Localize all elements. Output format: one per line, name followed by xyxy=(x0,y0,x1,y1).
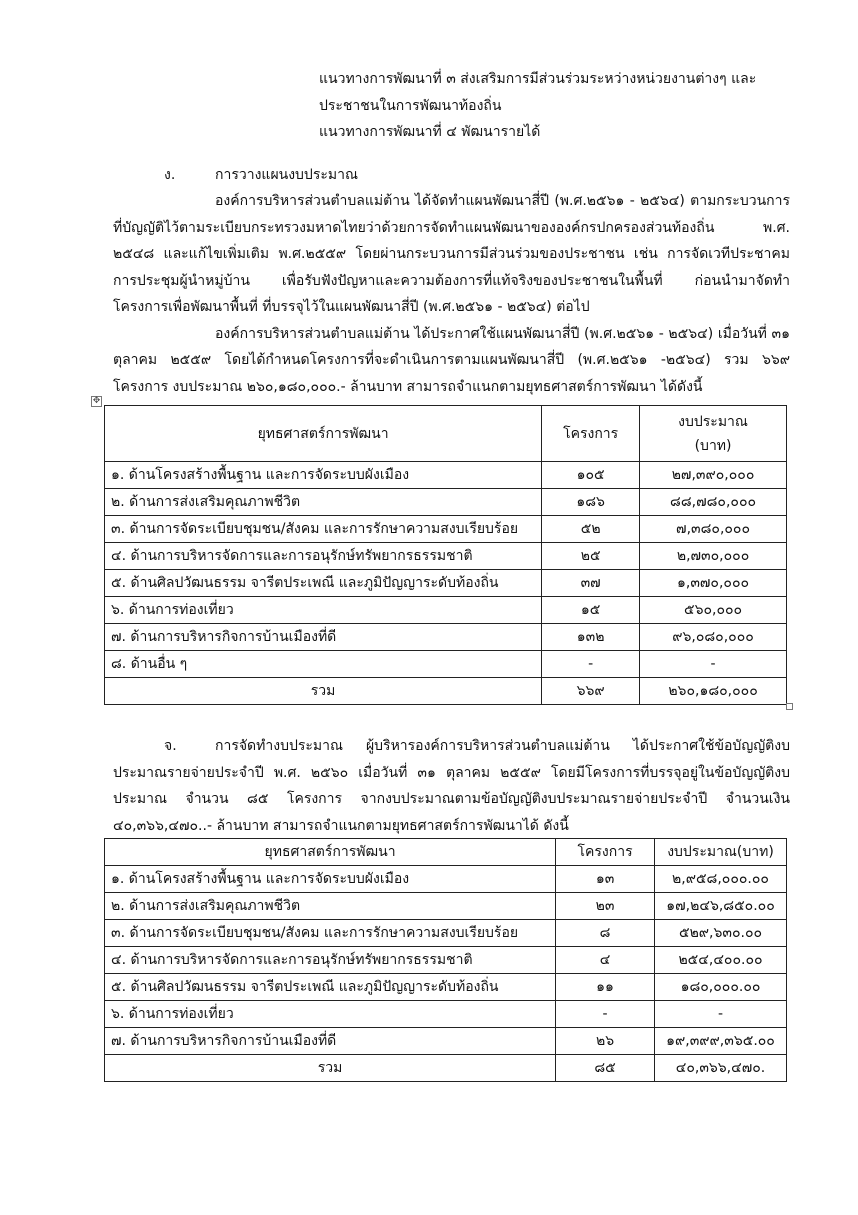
row-strategy: ๕. ด้านศิลปวัฒนธรรม จารีตประเพณี และภูมิปัญญาระดับท้องถิ่น xyxy=(105,974,556,1001)
row-strategy: ๗. ด้านการบริหารกิจการบ้านเมืองที่ดี xyxy=(105,624,542,651)
row-projects: ๓๗ xyxy=(542,570,640,597)
intro-line-1: แนวทางการพัฒนาที่ ๓ ส่งเสริมการมีส่วนร่วมระหว่างหน่วยงานต่างๆ และ xyxy=(319,71,757,87)
table-row xyxy=(105,489,787,516)
row-projects: ๑๓ xyxy=(556,866,655,893)
row-projects: ๑๕ xyxy=(542,597,640,624)
row-strategy: ๓. ด้านการจัดระเบียบชุมชน/สังคม และการรักษาความสงบเรียบร้อย xyxy=(105,920,556,947)
table-row xyxy=(105,947,787,974)
table-row xyxy=(105,462,787,489)
table-total-row xyxy=(105,1055,787,1082)
row-strategy: ๒. ด้านการส่งเสริมคุณภาพชีวิต xyxy=(105,893,556,920)
row-strategy: ๗. ด้านการบริหารกิจการบ้านเมืองที่ดี xyxy=(105,1028,556,1055)
row-budget: ๑๘๐,๐๐๐.๐๐ xyxy=(655,974,787,1001)
row-budget: ๒,๗๓๐,๐๐๐ xyxy=(640,543,787,570)
budget-allocation-table xyxy=(104,838,787,1082)
row-projects: ๑๘๖ xyxy=(542,489,640,516)
row-budget: - xyxy=(640,651,787,678)
total-label: รวม xyxy=(105,1055,556,1082)
total-label: รวม xyxy=(105,678,542,705)
row-strategy: ๖. ด้านการท่องเที่ยว xyxy=(105,597,542,624)
row-projects: ๘ xyxy=(556,920,655,947)
header-projects: โครงการ xyxy=(542,406,640,462)
row-strategy: ๔. ด้านการบริหารจัดการและการอนุรักษ์ทรัพยากรธรรมชาติ xyxy=(105,947,556,974)
header-strategy: ยุทธศาสตร์การพัฒนา xyxy=(105,839,556,866)
total-budget: ๒๖๐,๑๘๐,๐๐๐ xyxy=(640,678,787,705)
total-projects: ๘๕ xyxy=(556,1055,655,1082)
table-row xyxy=(105,1001,787,1028)
table-row xyxy=(105,597,787,624)
table-row xyxy=(105,624,787,651)
row-projects: ๕๒ xyxy=(542,516,640,543)
intro-line-2: ประชาชนในการพัฒนาท้องถิ่น xyxy=(319,98,502,114)
section-e-number: จ. xyxy=(164,738,177,754)
row-projects: - xyxy=(556,1001,655,1028)
row-strategy: ๑. ด้านโครงสร้างพื้นฐาน และการจัดระบบผังเมือง xyxy=(105,866,556,893)
row-projects: ๑๓๒ xyxy=(542,624,640,651)
table-row xyxy=(105,866,787,893)
header-strategy: ยุทธศาสตร์การพัฒนา xyxy=(105,406,542,462)
row-budget: ๒๕๔,๔๐๐.๐๐ xyxy=(655,947,787,974)
row-strategy: ๔. ด้านการบริหารจัดการและการอนุรักษ์ทรัพยากรธรรมชาติ xyxy=(105,543,542,570)
row-budget: ๒๗,๓๙๐,๐๐๐ xyxy=(640,462,787,489)
section-d-heading: การวางแผนงบประมาณ xyxy=(215,167,358,183)
row-projects: - xyxy=(542,651,640,678)
row-projects: ๑๐๕ xyxy=(542,462,640,489)
table-row xyxy=(105,570,787,597)
table-header-row xyxy=(105,406,787,462)
row-budget: ๙๖,๐๘๐,๐๐๐ xyxy=(640,624,787,651)
row-budget: ๑๙,๓๙๙,๓๖๕.๐๐ xyxy=(655,1028,787,1055)
row-budget: ๘๘,๗๘๐,๐๐๐ xyxy=(640,489,787,516)
row-budget: ๑,๓๗๐,๐๐๐ xyxy=(640,570,787,597)
header-budget-line2: (บาท) xyxy=(694,437,732,454)
section-e-paragraph xyxy=(113,733,790,839)
header-projects: โครงการ xyxy=(556,839,655,866)
row-budget: ๕๖๐,๐๐๐ xyxy=(640,597,787,624)
section-e-body xyxy=(113,733,790,839)
row-strategy: ๖. ด้านการท่องเที่ยว xyxy=(105,1001,556,1028)
section-e-text: การจัดทำงบประมาณ ผู้บริหารองค์การบริหารส่วนตำบลแม่ต้าน ได้ประกาศใช้ข้อบัญญัติงบประมาณรายจ่ายประจำปี พ.ศ. ๒๕๖๐ เมื่อวันที่ ๓๑ ตุลาคม ๒๕๕๙ โดยมีโครงการที่บรรจุอยู่ในข้อบัญญัติงบประมาณ จำนวน ๘๕ โครงการ จากงบประมาณตามข้อบัญญัติงบประมาณรายจ่ายประจำปี จำนวนเงิน ๔๐,๓๖๖,๔๗๐..- ล้านบาท สามารถจำแนกตามยุทธศาสตร์การพัฒนาได้ ดังนี้ xyxy=(113,738,790,834)
row-budget: ๒,๙๕๘,๐๐๐.๐๐ xyxy=(655,866,787,893)
strategy-plan-table xyxy=(104,405,787,705)
row-strategy: ๒. ด้านการส่งเสริมคุณภาพชีวิต xyxy=(105,489,542,516)
total-projects: ๖๖๙ xyxy=(542,678,640,705)
row-strategy: ๑. ด้านโครงสร้างพื้นฐาน และการจัดระบบผังเมือง xyxy=(105,462,542,489)
table-row xyxy=(105,974,787,1001)
table-total-row xyxy=(105,678,787,705)
row-projects: ๑๑ xyxy=(556,974,655,1001)
row-budget: - xyxy=(655,1001,787,1028)
table-row xyxy=(105,893,787,920)
row-budget: ๕๒๙,๖๓๐.๐๐ xyxy=(655,920,787,947)
header-budget: งบประมาณ(บาท) xyxy=(655,839,787,866)
move-arrows-icon[interactable]: ✥ xyxy=(92,396,101,406)
row-projects: ๔ xyxy=(556,947,655,974)
row-projects: ๒๓ xyxy=(556,893,655,920)
row-budget: ๑๗,๒๔๖,๘๕๐.๐๐ xyxy=(655,893,787,920)
row-strategy: ๓. ด้านการจัดระเบียบชุมชน/สังคม และการรักษาความสงบเรียบร้อย xyxy=(105,516,542,543)
section-d-number: ง. xyxy=(164,167,176,183)
table-row xyxy=(105,651,787,678)
table-row xyxy=(105,920,787,947)
section-d-paragraph-1: องค์การบริหารส่วนตำบลแม่ต้าน ได้จัดทำแผนพัฒนาสี่ปี (พ.ศ.๒๕๖๑ - ๒๕๖๔) ตามกระบวนการที่บัญญัติไว้ตามระเบียบกระทรวงมหาดไทยว่าด้วยการจัดทำแผนพัฒนาขององค์กรปกครองส่วนท้องถิ่น พ.ศ. ๒๕๔๘ และแก้ไขเพิ่มเติม พ.ศ.๒๕๕๙ โดยผ่านกระบวนการมีส่วนร่วมของประชาชน เช่น การจัดเวทีประชาคม การประชุมผู้นำหมู่บ้าน เพื่อรับฟังปัญหาและความต้องการที่แท้จริงของประชาชนในพื้นที่ ก่อนนำมาจัดทำโครงการเพื่อพัฒนาพื้นที่ ที่บรรจุไว้ในแผนพัฒนาสี่ปี (พ.ศ.๒๕๖๑ - ๒๕๖๔) ต่อไป xyxy=(113,193,790,315)
resize-handle-icon[interactable] xyxy=(786,703,793,710)
table-row xyxy=(105,543,787,570)
intro-line-3: แนวทางการพัฒนาที่ ๔ พัฒนารายได้ xyxy=(319,124,541,140)
total-budget: ๔๐,๓๖๖,๔๗๐. xyxy=(655,1055,787,1082)
section-d-body xyxy=(113,188,790,400)
row-strategy: ๕. ด้านศิลปวัฒนธรรม จารีตประเพณี และภูมิปัญญาระดับท้องถิ่น xyxy=(105,570,542,597)
row-projects: ๒๖ xyxy=(556,1028,655,1055)
header-budget xyxy=(640,406,787,462)
section-d-paragraph-2: องค์การบริหารส่วนตำบลแม่ต้าน ได้ประกาศใช้แผนพัฒนาสี่ปี (พ.ศ.๒๕๖๑ - ๒๕๖๔) เมื่อวันที่ ๓๑ ตุลาคม ๒๕๕๙ โดยได้กำหนดโครงการที่จะดำเนินการตามแผนพัฒนาสี่ปี (พ.ศ.๒๕๖๑ -๒๕๖๔) รวม ๖๖๙ โครงการ งบประมาณ ๒๖๐,๑๘๐,๐๐๐.- ล้านบาท สามารถจำแนกตามยุทธศาสตร์การพัฒนา ได้ดังนี้ xyxy=(113,325,790,395)
table-row xyxy=(105,516,787,543)
header-budget-line1: งบประมาณ xyxy=(678,413,748,430)
row-projects: ๒๕ xyxy=(542,543,640,570)
table-row xyxy=(105,1028,787,1055)
row-strategy: ๘. ด้านอื่น ๆ xyxy=(105,651,542,678)
row-budget: ๗,๓๘๐,๐๐๐ xyxy=(640,516,787,543)
table-header-row xyxy=(105,839,787,866)
